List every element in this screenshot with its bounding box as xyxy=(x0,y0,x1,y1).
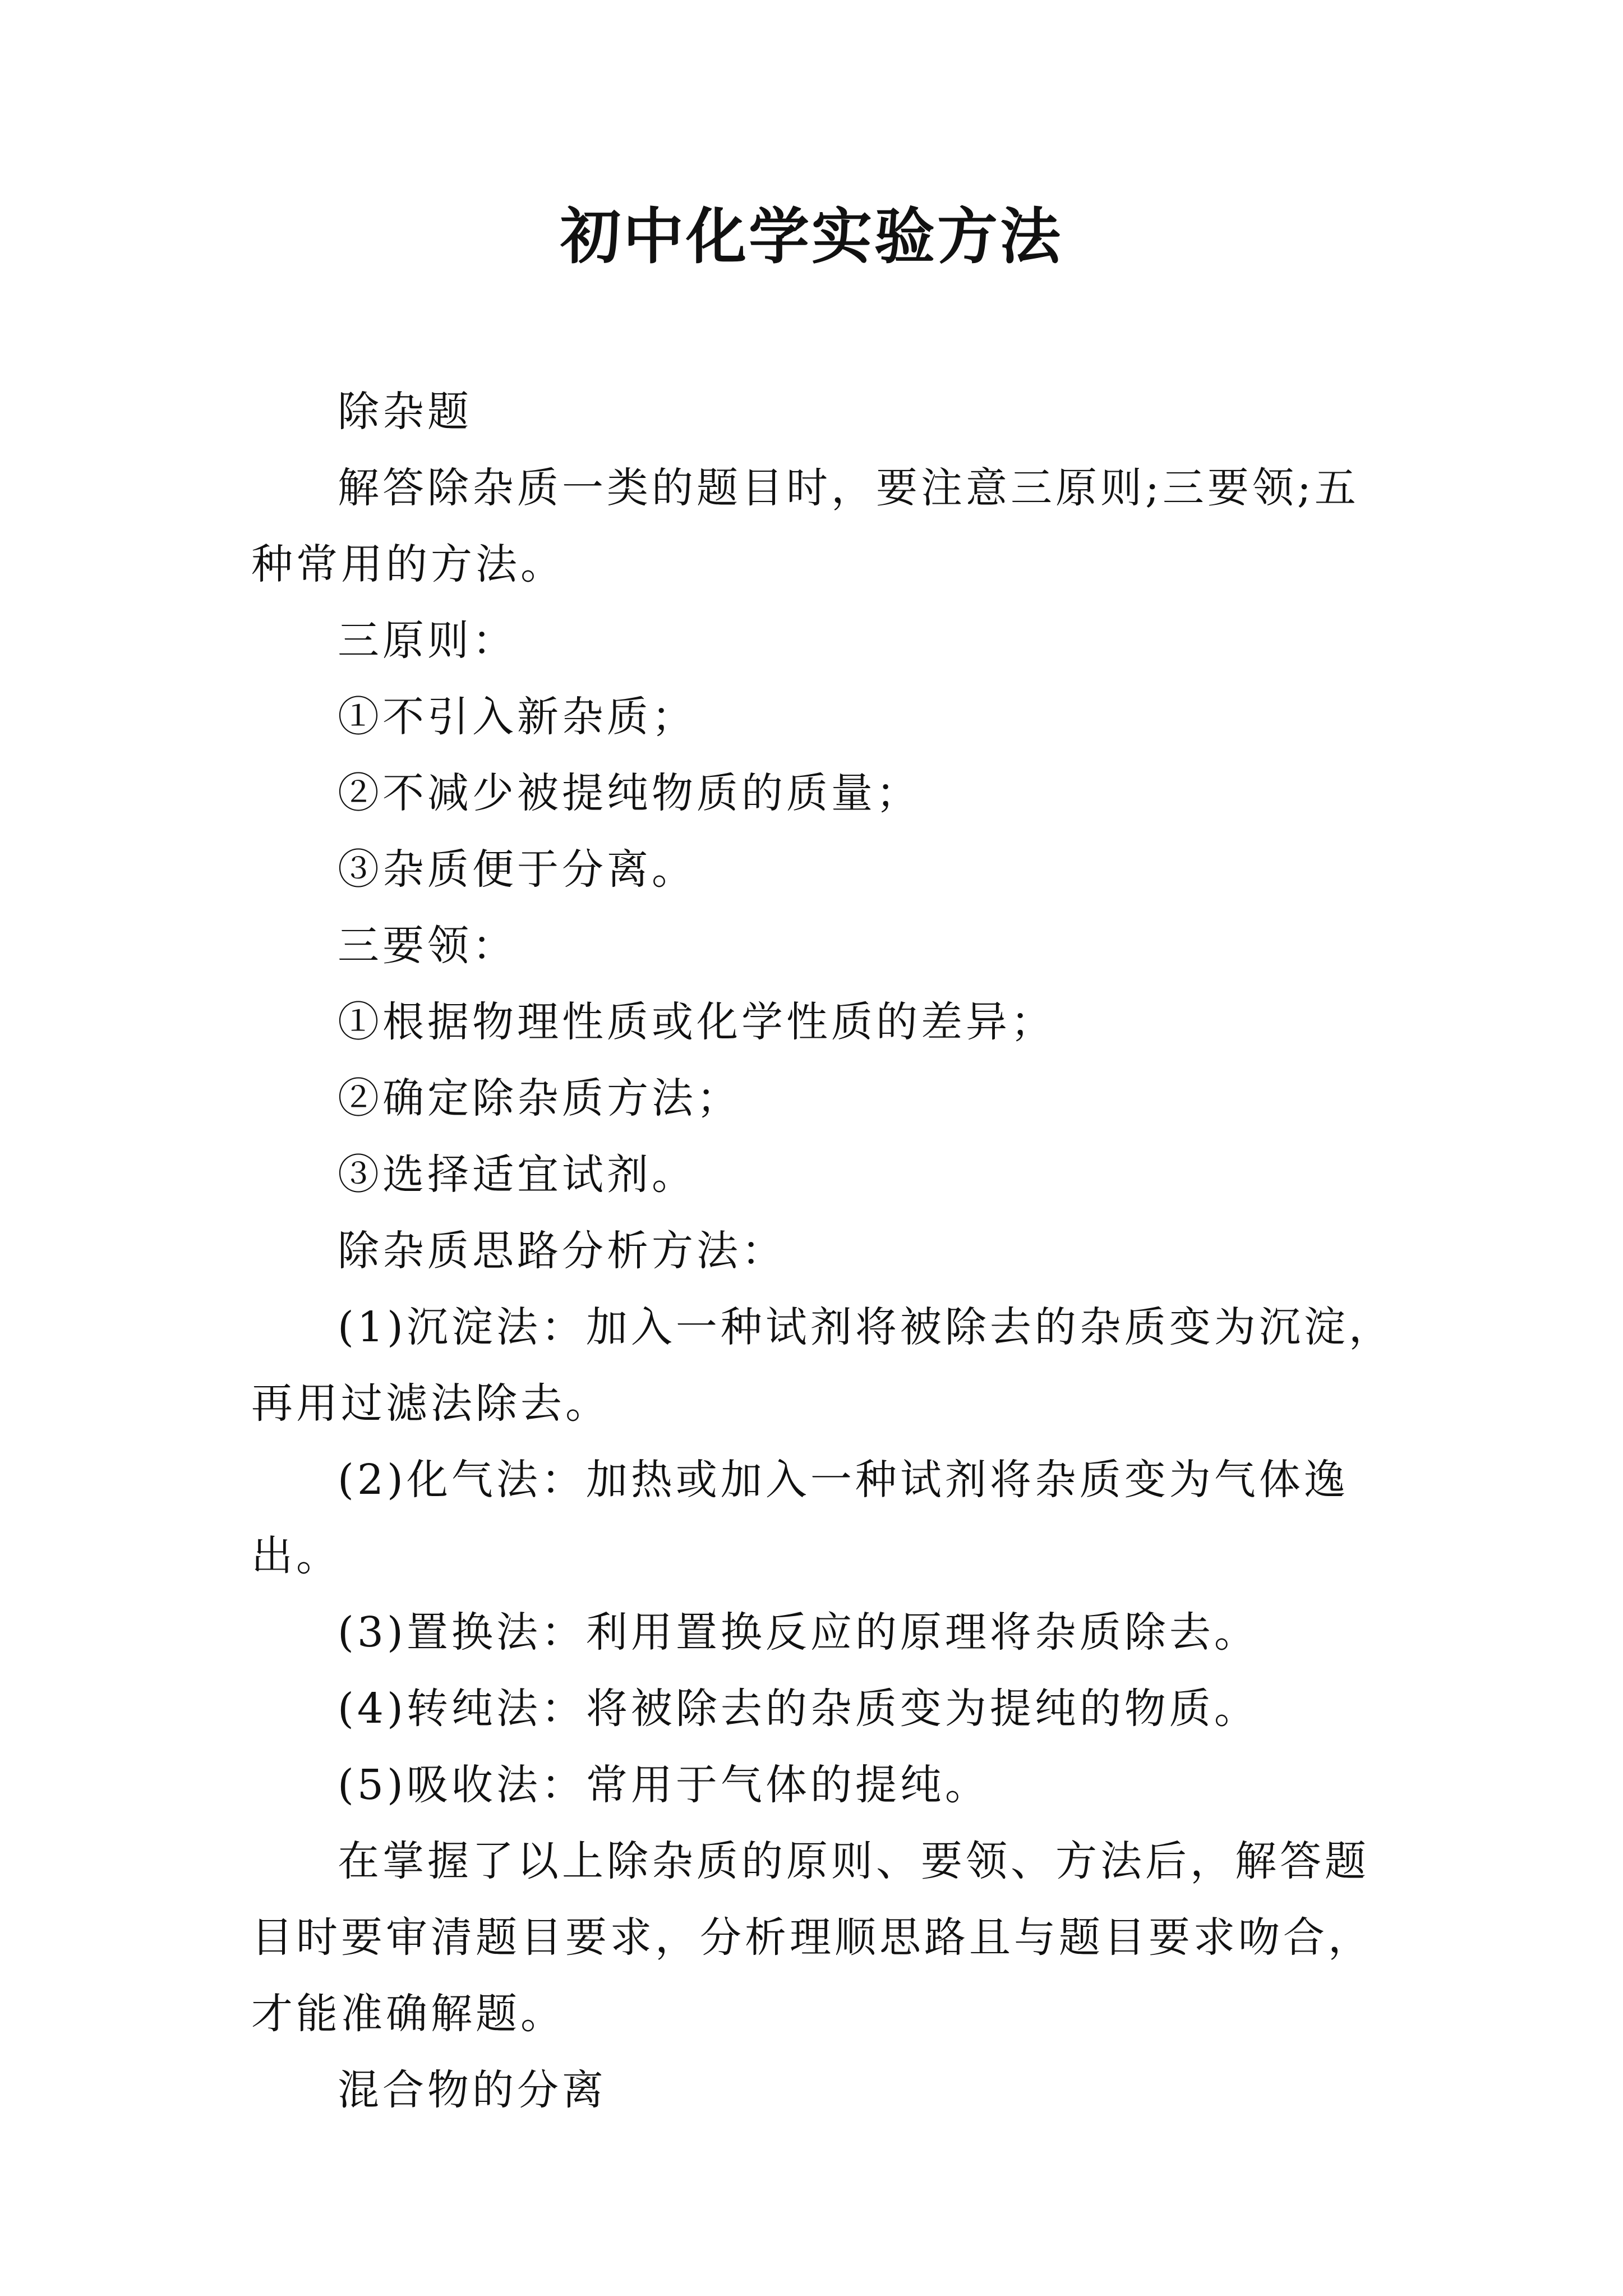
document-title: 初中化学实验方法 xyxy=(560,201,1063,272)
method-item-3: (3)置换法：利用置换反应的原理将杂质除去。 xyxy=(338,1608,1259,1657)
intro-paragraph: 解答除杂质一类的题目时，要注意三原则;三要领;五种常用的方法。 xyxy=(251,464,1359,588)
principle-item-3: ③杂质便于分离。 xyxy=(338,845,697,894)
essential-item-1: ①根据物理性质或化学性质的差异； xyxy=(338,998,1055,1046)
method-item-2: (2)化气法：加热或加入一种试剂将杂质变为气体逸出。 xyxy=(251,1456,1349,1580)
summary-paragraph: 在掌握了以上除杂质的原则、要领、方法后，解答题目时要审清题目要求，分析理顺思路且与题目要求吻合，才能准确解题。 xyxy=(251,1837,1373,2038)
principle-item-1: ①不引入新杂质； xyxy=(338,693,697,741)
three-essentials-heading: 三要领： xyxy=(338,922,517,970)
essential-item-3: ③选择适宜试剂。 xyxy=(338,1151,697,1199)
method-item-5: (5)吸收法：常用于气体的提纯。 xyxy=(338,1761,990,1809)
essential-item-2: ②确定除杂质方法； xyxy=(338,1074,741,1122)
method-item-1: (1)沉淀法：加入一种试剂将被除去的杂质变为沉淀，再用过滤法除去。 xyxy=(251,1303,1394,1428)
three-principles-heading: 三原则： xyxy=(338,616,517,665)
principle-item-2: ②不减少被提纯物质的质量； xyxy=(338,769,921,817)
document-body xyxy=(251,374,1395,2128)
section-heading-impurity-removal: 除杂题 xyxy=(338,388,472,436)
method-item-4: (4)转纯法：将被除去的杂质变为提纯的物质。 xyxy=(338,1685,1259,1733)
methods-heading: 除杂质思路分析方法： xyxy=(338,1227,786,1275)
section-heading-mixture-separation: 混合物的分离 xyxy=(338,2066,607,2114)
